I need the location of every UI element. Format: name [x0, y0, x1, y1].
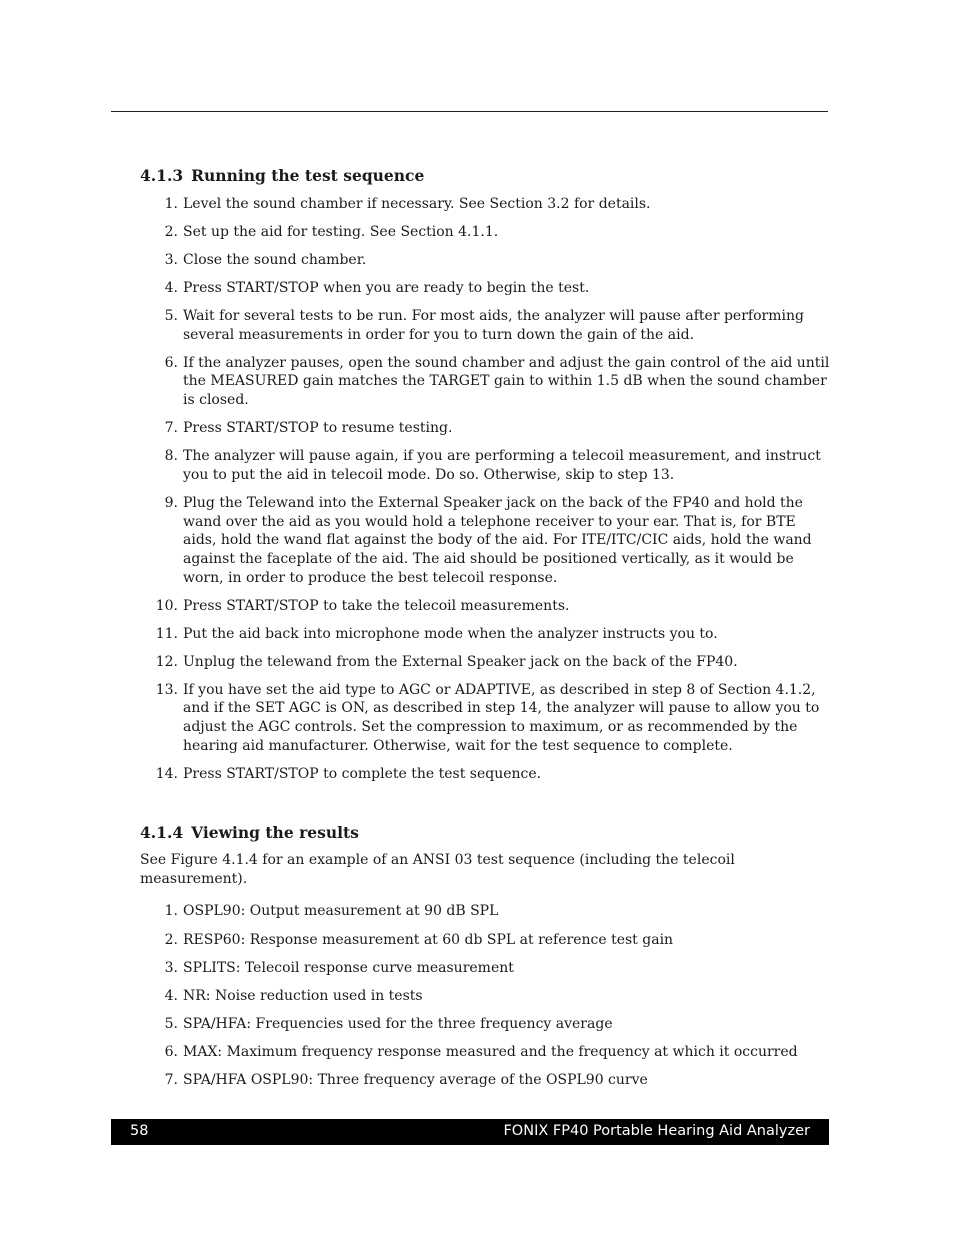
- item-number: 1.: [164, 196, 178, 212]
- list-item: [140, 223, 830, 242]
- item-number: 9.: [164, 494, 178, 511]
- item-text: RESP60: Response measurement at 60 db SPL at reference test gain: [183, 931, 674, 948]
- list-item: [140, 419, 830, 438]
- section-number: 4.1.3: [140, 166, 184, 185]
- item-number: 3.: [164, 252, 178, 268]
- item-text: MAX: Maximum frequency response measured and the frequency at which it occurred: [183, 1043, 798, 1060]
- item-number: 13.: [155, 681, 178, 698]
- item-number: 3.: [164, 959, 178, 976]
- list-item: [140, 279, 830, 298]
- top-rule: [111, 111, 828, 112]
- document-title: FONIX FP40 Portable Hearing Aid Analyzer: [503, 1123, 810, 1139]
- item-text: Set up the aid for testing. See Section 4.1.1.: [183, 224, 499, 240]
- item-text: Wait for several tests to be run. For most aids, the analyzer will pause after performing several measurements in order for you to turn down the gain of the aid.: [183, 308, 804, 343]
- item-number: 1.: [164, 903, 178, 920]
- item-text: NR: Noise reduction used in tests: [183, 987, 423, 1004]
- item-text: Press START/STOP to complete the test sequence.: [183, 765, 542, 782]
- list-item: [140, 251, 830, 270]
- page-number: 58: [130, 1123, 149, 1139]
- list-item: [140, 307, 830, 344]
- section-intro: See Figure 4.1.4 for an example of an ANSI 03 test sequence (including the telecoil measurement).: [140, 852, 735, 887]
- item-text: SPA/HFA OSPL90: Three frequency average of the OSPL90 curve: [183, 1071, 648, 1088]
- item-text: Press START/STOP when you are ready to begin the test.: [183, 280, 590, 296]
- section-running-test-sequence: [140, 166, 830, 793]
- item-text: Close the sound chamber.: [183, 252, 367, 268]
- list-item: [140, 931, 830, 950]
- list-item: [140, 625, 830, 644]
- list-item: [140, 902, 830, 921]
- item-number: 4.: [164, 280, 178, 296]
- item-number: 5.: [164, 308, 178, 324]
- item-text: Unplug the telewand from the External Speaker jack on the back of the FP40.: [183, 653, 738, 670]
- list-item: [140, 494, 830, 588]
- item-text: Level the sound chamber if necessary. See Section 3.2 for details.: [183, 196, 651, 212]
- list-item: [140, 1043, 830, 1062]
- section-heading: [140, 166, 830, 186]
- section-title: Viewing the results: [191, 823, 359, 842]
- list-item: [140, 765, 830, 784]
- item-text: The analyzer will pause again, if you are performing a telecoil measurement, and instruct you to put the aid in telecoil mode. Do so. Otherwise, skip to step 13.: [183, 448, 821, 483]
- list-item: [140, 1071, 830, 1090]
- item-text: If the analyzer pauses, open the sound chamber and adjust the gain control of the aid until the MEASURED gain matches the TARGET gain to within 1.5 dB when the sound chamber is closed.: [183, 354, 830, 409]
- list-item: [140, 447, 830, 484]
- item-text: OSPL90: Output measurement at 90 dB SPL: [183, 903, 499, 920]
- list-item: [140, 987, 830, 1006]
- item-text: Press START/STOP to take the telecoil measurements.: [183, 597, 570, 614]
- section-title: Running the test sequence: [191, 166, 425, 185]
- item-number: 4.: [164, 987, 178, 1004]
- list-item: [140, 1015, 830, 1034]
- item-number: 2.: [164, 931, 178, 948]
- item-number: 2.: [164, 224, 178, 240]
- item-text: Plug the Telewand into the External Speaker jack on the back of the FP40 and hold the wand over the aid as you would hold a telephone receiver to your ear. That is, for BTE aids, hold the wand flat against the body of the aid. For ITE/ITC/CIC aids, hold the wand against the faceplate of the aid. The aid should be positioned vertically, as it would be worn, in order to produce the best telecoil response.: [183, 494, 812, 586]
- list-item: [140, 354, 830, 410]
- list-item: [140, 681, 830, 756]
- list-item: [140, 959, 830, 978]
- section-heading: [140, 823, 830, 843]
- item-number: 6.: [164, 354, 178, 371]
- list-item: [140, 195, 830, 214]
- item-number: 11.: [155, 625, 178, 642]
- item-number: 5.: [164, 1015, 178, 1032]
- list-item: [140, 653, 830, 672]
- item-text: Press START/STOP to resume testing.: [183, 420, 453, 437]
- item-number: 12.: [155, 653, 178, 670]
- item-text: SPLITS: Telecoil response curve measurement: [183, 959, 514, 976]
- item-number: 6.: [164, 1043, 178, 1060]
- item-number: 10.: [155, 597, 178, 614]
- item-number: 8.: [164, 448, 178, 465]
- item-text: Put the aid back into microphone mode when the analyzer instructs you to.: [183, 625, 718, 642]
- list-item: [140, 597, 830, 616]
- section-viewing-results: [140, 823, 830, 1099]
- item-number: 7.: [164, 1071, 178, 1088]
- item-number: 7.: [164, 420, 178, 437]
- item-text: SPA/HFA: Frequencies used for the three frequency average: [183, 1015, 613, 1032]
- item-number: 14.: [155, 765, 178, 782]
- results-list: [140, 902, 830, 1089]
- item-text: If you have set the aid type to AGC or ADAPTIVE, as described in step 8 of Section 4.1.2, and if the SET AGC is ON, as described in step 14, the analyzer will pause to allow you to adjust the AGC controls. Set the compression to maximum, or as recommended by the hearing aid manufacturer. Otherwise, wait for the test sequence to complete.: [183, 681, 820, 754]
- section-number: 4.1.4: [140, 823, 184, 842]
- steps-list: [140, 195, 830, 783]
- page-footer: [111, 1119, 829, 1145]
